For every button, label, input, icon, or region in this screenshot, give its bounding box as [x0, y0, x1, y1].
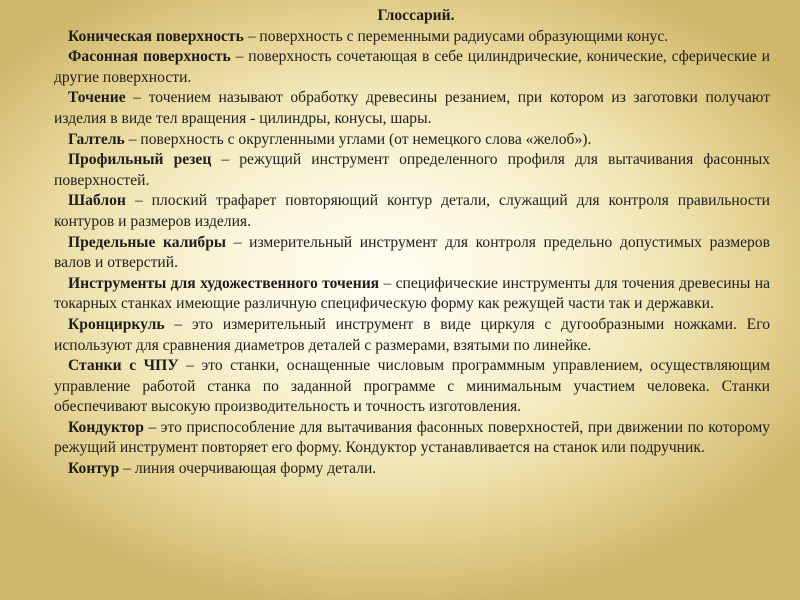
term-separator: –	[178, 357, 202, 375]
glossary-entry	[54, 274, 770, 315]
glossary-entry	[54, 459, 770, 480]
glossary-term: Профильный резец	[68, 151, 212, 169]
glossary-entry	[54, 233, 770, 274]
glossary-definition: плоский трафарет повторяющий контур детали, служащий для контроля правильности контуров и размеров изделия.	[54, 192, 770, 230]
glossary-entry	[54, 47, 770, 88]
glossary-entry	[54, 418, 770, 459]
glossary-definition: поверхность с переменными радиусами образующими конус.	[259, 27, 669, 45]
glossary-term: Кондуктор	[68, 418, 144, 436]
glossary-entry	[54, 191, 770, 232]
term-separator: –	[211, 151, 240, 169]
glossary-definition: поверхность с округленными углами (от немецкого слова «желоб»).	[140, 130, 592, 148]
glossary-entry	[54, 27, 770, 48]
glossary-term: Станки с ЧПУ	[68, 357, 179, 375]
glossary-entry	[54, 356, 770, 418]
glossary-term: Контур	[68, 460, 120, 478]
glossary-definition: измерительный инструмент для контроля предельно допустимых размеров валов и отверстий.	[54, 233, 770, 272]
glossary-term: Кронциркуль	[68, 315, 165, 333]
term-separator: –	[125, 192, 152, 210]
glossary-term: Предельные калибры	[68, 233, 227, 251]
glossary-definition: точением называют обработку древесины резанием, при котором из заготовки получают изделия в виде тел вращения - цилиндры, конусы, шары.	[54, 89, 771, 127]
term-separator: –	[143, 418, 161, 436]
glossary-definition: поверхность сочетающая в себе цилиндрические, конические, сферические и другие поверхности.	[54, 48, 771, 86]
glossary-term: Галтель	[68, 130, 125, 148]
term-separator: –	[243, 27, 260, 45]
glossary-definition: режущий инструмент определенного профиля для вытачивания фасонных поверхностей.	[54, 151, 771, 189]
glossary-entry	[54, 150, 770, 191]
term-separator: –	[164, 315, 192, 333]
term-separator: –	[226, 233, 250, 251]
glossary-term: Фасонная поверхность	[68, 48, 231, 66]
term-separator: –	[124, 130, 141, 148]
glossary-entry	[54, 315, 770, 356]
glossary-definition: специфические инструменты для точения древесины на токарных станках имеющие различную специфическую форму как режущей части так и державки.	[54, 274, 770, 313]
glossary-definition: линия очерчивающая форму детали.	[134, 460, 377, 478]
term-separator: –	[379, 274, 396, 292]
glossary-list	[54, 27, 770, 480]
glossary-term: Точение	[68, 89, 126, 107]
glossary-term: Инструменты для художественного точения	[68, 274, 380, 292]
glossary-definition: это приспособление для вытачивания фасонных поверхностей, при движении по которому режущий инструмент повторяет его форму. Кондуктор устанавливается на станок или подручник.	[54, 418, 770, 457]
page-title: Глоссарий.	[377, 7, 455, 24]
term-separator: –	[230, 48, 249, 66]
term-separator: –	[119, 460, 135, 478]
glossary-entry	[54, 130, 770, 151]
glossary-term: Коническая поверхность	[68, 27, 244, 45]
glossary-definition: это измерительный инструмент в виде циркуля с дугообразными ножками. Его используют для сравнения диаметров деталей с размерами, взятыми по линейке.	[54, 315, 771, 354]
glossary-entry	[54, 88, 770, 129]
term-separator: –	[125, 89, 149, 107]
glossary-definition: это станки, оснащенные числовым программным управлением, осуществляющим управление работой станка по заданной программе с минимальным участием человека. Станки обеспечивают высокую производительность и точность изготовления.	[54, 357, 770, 416]
glossary-term: Шаблон	[68, 192, 126, 210]
